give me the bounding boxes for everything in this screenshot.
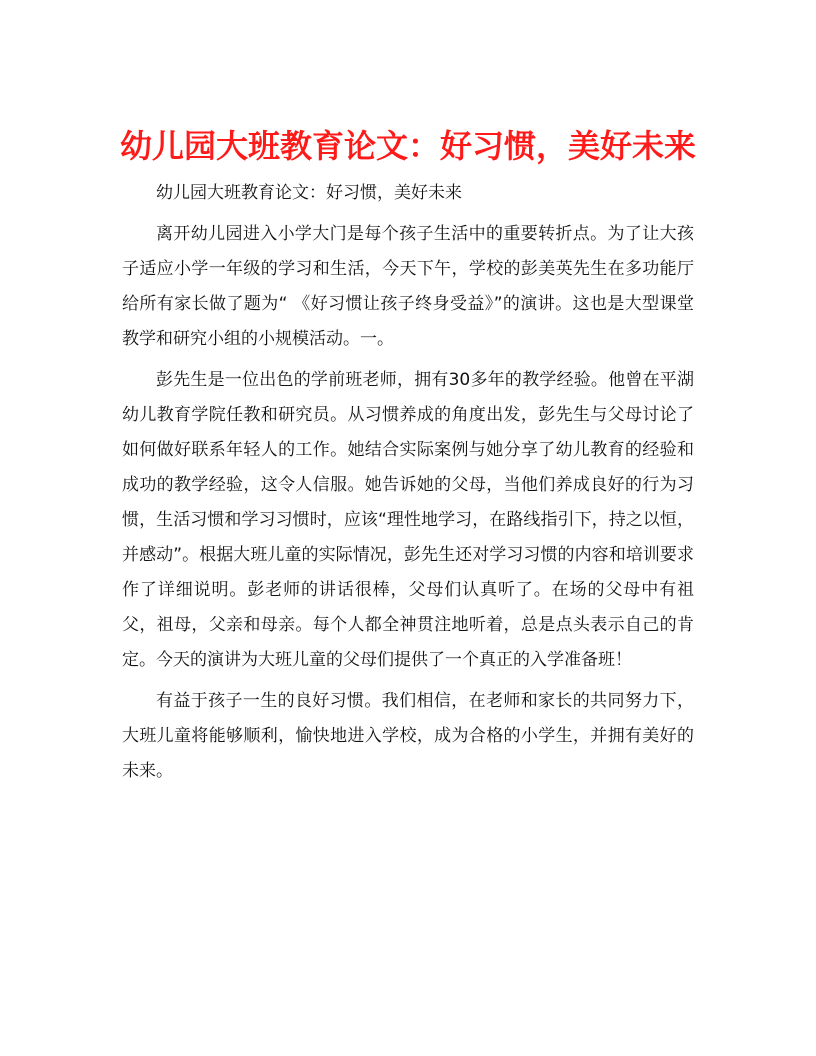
body-paragraph-subtitle: 幼儿园大班教育论文：好习惯，美好未来: [156, 183, 462, 203]
document-title: 幼儿园大班教育论文：好习惯，美好未来: [119, 127, 696, 166]
body-paragraph-conclusion: 有益于孩子一生的良好习惯。我们相信，在老师和家长的共同努力下，大班儿童将能够顺利，愉快地进入学校，成为合格的小学生，并拥有美好的未来。: [122, 691, 694, 781]
document-body: [122, 176, 694, 795]
body-paragraph-intro: 离开幼儿园进入小学大门是每个孩子生活中的重要转折点。为了让大孩子适应小学一年级的学习和生活，今天下午，学校的彭美英先生在多功能厅给所有家长做了题为“ 《好习惯让孩子终身受益》”的演讲。这也是大型课堂教学和研究小组的小规模活动。一。: [122, 224, 694, 349]
body-paragraph-main: 彭先生是一位出色的学前班老师，拥有30多年的教学经验。他曾在平湖幼儿教育学院任教和研究员。从习惯养成的角度出发，彭先生与父母讨论了如何做好联系年轻人的工作。她结合实际案例与她分享了幼儿教育的经验和成功的教学经验，这令人信服。她告诉她的父母，当他们养成良好的行为习惯，生活习惯和学习习惯时，应该“理性地学习，在路线指引下，持之以恒，并感动”。根据大班儿童的实际情况，彭先生还对学习习惯的内容和培训要求作了详细说明。彭老师的讲话很棒，父母们认真听了。在场的父母中有祖父，祖母，父亲和母亲。每个人都全神贯注地听着，总是点头表示自己的肯定。今天的演讲为大班儿童的父母们提供了一个真正的入学准备班！: [122, 370, 694, 670]
